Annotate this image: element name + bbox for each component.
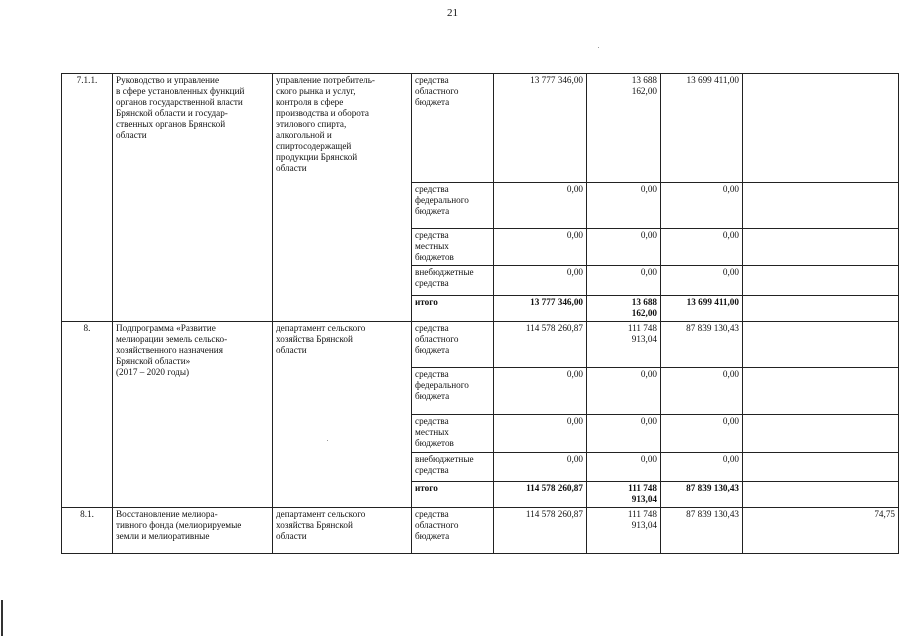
total-year-1: 114 578 260,87 [494,482,587,508]
measure-name: Восстановление мелиора- тивного фонда (мелиорируемые земли и мелиоративные [113,508,273,554]
amount-year-3: 0,00 [661,266,743,296]
indicator-cell [743,229,899,266]
measure-name: Подпрограмма «Развитие мелиорации земель сельско- хозяйственного назначения Брянской области» (2017 – 2020 годы) [113,322,273,508]
total-label: итого [412,482,494,508]
amount-year-1: 0,00 [494,183,587,229]
amount-year-2: 0,00 [587,368,661,415]
amount-year-2: 0,00 [587,229,661,266]
indicator-cell [743,482,899,508]
funding-source: средства федерального бюджета [412,183,494,229]
indicator-cell [743,183,899,229]
amount-year-1: 114 578 260,87 [494,322,587,368]
table-row [62,74,899,183]
funding-source: средства областного бюджета [412,74,494,183]
amount-year-3: 0,00 [661,368,743,415]
funding-source: средства местных бюджетов [412,229,494,266]
table-row [62,508,899,554]
total-year-2: 111 748 913,04 [587,482,661,508]
indicator-cell [743,74,899,183]
row-number: 8.1. [62,508,113,554]
amount-year-2: 13 688 162,00 [587,74,661,183]
indicator-value: 74,75 [743,508,899,554]
scan-speck [327,440,328,441]
measure-name: Руководство и управление в сфере установленных функций органов государственной власти Брянской области и государ- ственных органов Брянской области [113,74,273,322]
indicator-cell [743,415,899,453]
total-year-3: 87 839 130,43 [661,482,743,508]
amount-year-3: 13 699 411,00 [661,74,743,183]
amount-year-3: 0,00 [661,415,743,453]
amount-year-1: 0,00 [494,453,587,482]
amount-year-3: 0,00 [661,453,743,482]
amount-year-2: 0,00 [587,415,661,453]
amount-year-3: 87 839 130,43 [661,322,743,368]
amount-year-3: 87 839 130,43 [661,508,743,554]
budget-table [61,73,899,554]
amount-year-1: 0,00 [494,266,587,296]
executor: департамент сельского хозяйства Брянской области [273,322,412,508]
scan-speck [598,47,599,48]
amount-year-3: 0,00 [661,183,743,229]
amount-year-2: 111 748 913,04 [587,508,661,554]
total-year-3: 13 699 411,00 [661,296,743,322]
row-number: 8. [62,322,113,508]
page-number: 21 [447,7,458,19]
amount-year-1: 13 777 346,00 [494,74,587,183]
amount-year-2: 0,00 [587,183,661,229]
amount-year-2: 111 748 913,04 [587,322,661,368]
funding-source: средства областного бюджета [412,322,494,368]
total-label: итого [412,296,494,322]
funding-source: средства областного бюджета [412,508,494,554]
amount-year-1: 0,00 [494,415,587,453]
indicator-cell [743,322,899,368]
amount-year-1: 0,00 [494,229,587,266]
executor: управление потребитель- ского рынка и услуг, контроля в сфере производства и оборота этилового спирта, алкогольной и спиртосодержащей продукции Брянской области [273,74,412,322]
funding-source: средства местных бюджетов [412,415,494,453]
executor: департамент сельского хозяйства Брянской области [273,508,412,554]
amount-year-1: 114 578 260,87 [494,508,587,554]
amount-year-2: 0,00 [587,453,661,482]
scan-edge-mark [1,600,3,636]
total-year-1: 13 777 346,00 [494,296,587,322]
indicator-cell [743,296,899,322]
indicator-cell [743,368,899,415]
indicator-cell [743,266,899,296]
amount-year-1: 0,00 [494,368,587,415]
indicator-cell [743,453,899,482]
table-row [62,322,899,368]
amount-year-3: 0,00 [661,229,743,266]
funding-source: внебюджетные средства [412,453,494,482]
funding-source: внебюджетные средства [412,266,494,296]
amount-year-2: 0,00 [587,266,661,296]
row-number: 7.1.1. [62,74,113,322]
total-year-2: 13 688 162,00 [587,296,661,322]
funding-source: средства федерального бюджета [412,368,494,415]
